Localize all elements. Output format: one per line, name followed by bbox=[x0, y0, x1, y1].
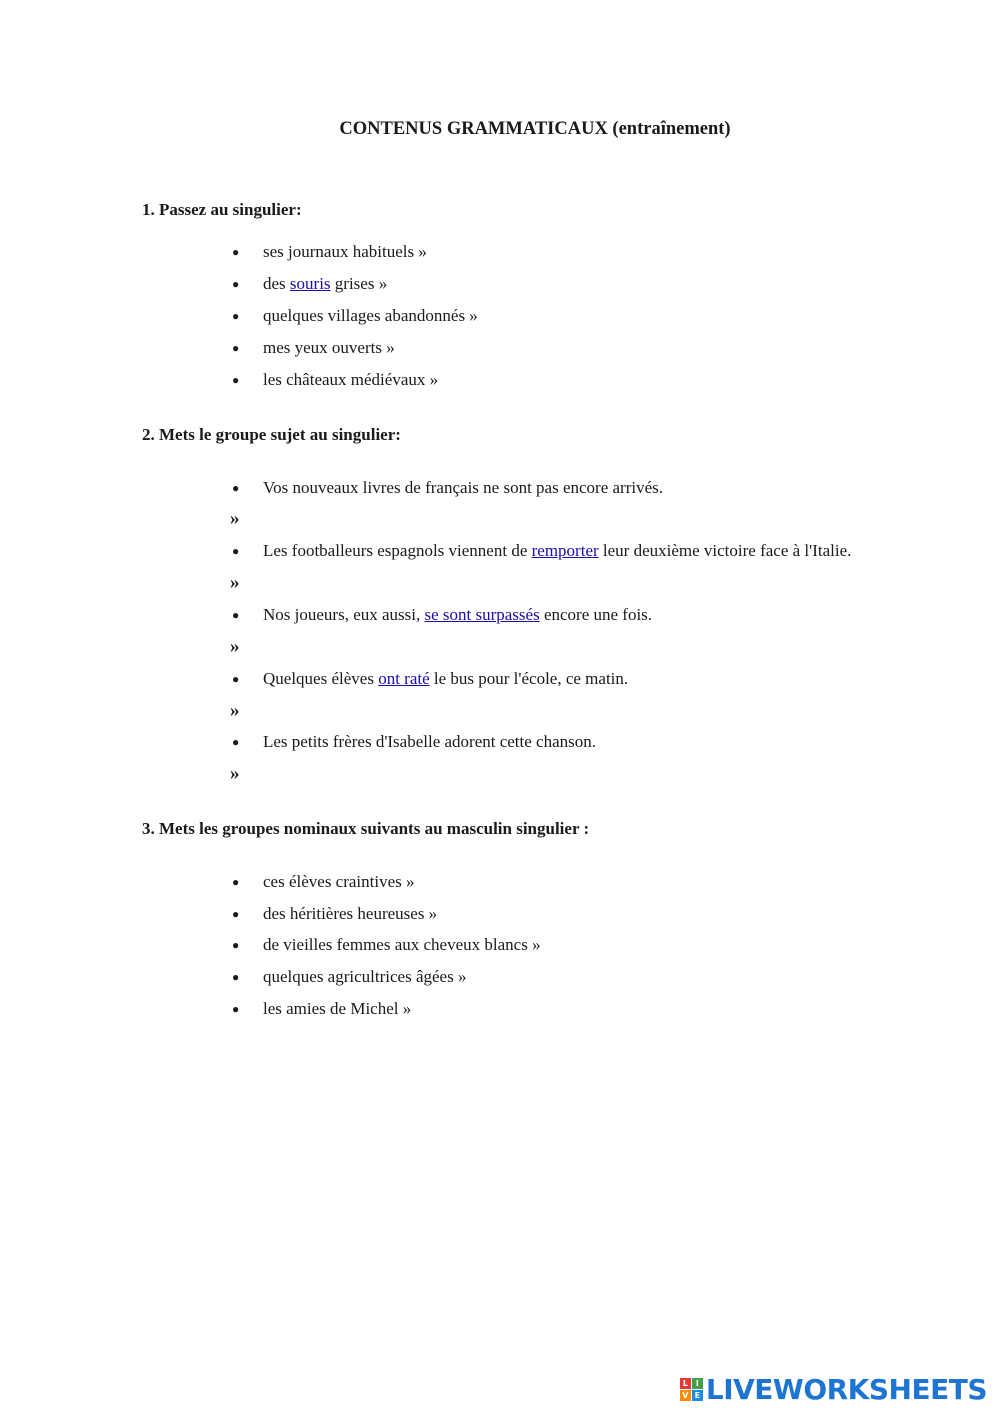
bullet-icon: ● bbox=[232, 544, 240, 558]
bullet-icon: ● bbox=[232, 481, 240, 495]
list-item: ● les châteaux médiévaux » bbox=[232, 370, 439, 389]
bullet-icon: ● bbox=[232, 245, 240, 259]
list-item: ● ces élèves craintives » bbox=[232, 872, 415, 891]
word-link-ont-rate[interactable]: ont raté bbox=[378, 669, 430, 688]
list-item: ● quelques agricultrices âgées » bbox=[232, 967, 467, 986]
bullet-icon: ● bbox=[232, 735, 240, 749]
word-link-souris[interactable]: souris bbox=[289, 274, 331, 293]
list-item: ● de vieilles femmes aux cheveux blancs » bbox=[232, 935, 541, 954]
section-1-heading: 1. Passez au singulier: bbox=[142, 200, 302, 219]
bullet-icon: ● bbox=[232, 341, 240, 355]
list-item: ● Vos nouveaux livres de français ne sont pas encore arrivés. bbox=[232, 478, 663, 497]
list-item: ● les amies de Michel » bbox=[232, 999, 412, 1018]
bullet-icon: ● bbox=[232, 875, 240, 889]
word-link-remporter[interactable]: remporter bbox=[531, 541, 599, 560]
bullet-icon: ● bbox=[232, 373, 240, 387]
list-item: ● des souris grises » bbox=[232, 274, 388, 293]
answer-marker[interactable]: » bbox=[230, 700, 240, 721]
word-link-se-sont-surpasses[interactable]: se sont surpassés bbox=[424, 605, 540, 624]
list-item: ● mes yeux ouverts » bbox=[232, 338, 395, 357]
answer-marker[interactable]: » bbox=[230, 763, 240, 784]
section-2-heading: 2. Mets le groupe sujet au singulier: bbox=[142, 425, 401, 444]
bullet-icon: ● bbox=[232, 1002, 240, 1016]
bullet-icon: ● bbox=[232, 970, 240, 984]
bullet-icon: ● bbox=[232, 938, 240, 952]
bullet-icon: ● bbox=[232, 277, 240, 291]
list-item: ● ses journaux habituels » bbox=[232, 242, 427, 261]
liveworksheets-logo[interactable] bbox=[680, 1374, 987, 1404]
list-item: ● Les petits frères d'Isabelle adorent cette chanson. bbox=[232, 732, 597, 751]
logo-text: LIVEWORKSHEETS bbox=[705, 1372, 987, 1406]
answer-marker[interactable]: » bbox=[230, 636, 240, 657]
page-title: CONTENUS GRAMMATICAUX (entraînement) bbox=[339, 119, 731, 139]
bullet-icon: ● bbox=[232, 907, 240, 921]
list-item: ● Les footballeurs espagnols viennent de remporter leur deuxième victoire face à l'Italie. bbox=[232, 541, 852, 560]
bullet-icon: ● bbox=[232, 309, 240, 323]
list-item: ● Nos joueurs, eux aussi, se sont surpassés encore une fois. bbox=[232, 605, 653, 624]
live-icon: L I V E bbox=[680, 1378, 703, 1401]
list-item: ● Quelques élèves ont raté le bus pour l'école, ce matin. bbox=[232, 669, 629, 688]
bullet-icon: ● bbox=[232, 608, 240, 622]
answer-marker[interactable]: » bbox=[230, 508, 240, 529]
section-3-heading: 3. Mets les groupes nominaux suivants au masculin singulier : bbox=[142, 819, 590, 838]
list-item: ● quelques villages abandonnés » bbox=[232, 306, 478, 325]
answer-marker[interactable]: » bbox=[230, 572, 240, 593]
list-item: ● des héritières heureuses » bbox=[232, 904, 438, 923]
bullet-icon: ● bbox=[232, 672, 240, 686]
